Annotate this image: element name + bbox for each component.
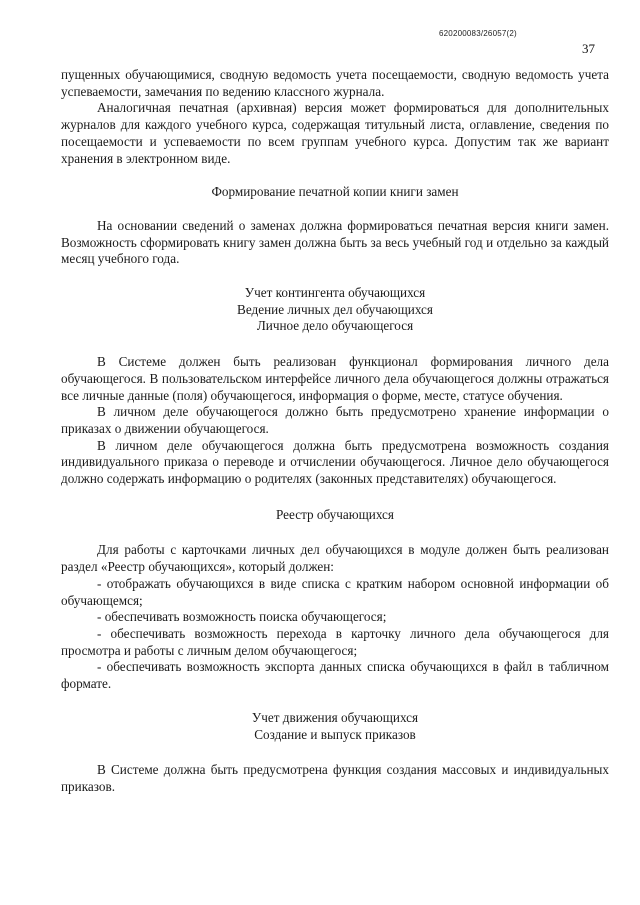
heading-orders: Создание и выпуск приказов: [254, 726, 416, 742]
paragraph-orders-function: В Системе должна быть предусмотрена функция создания массовых и индивидуальных приказов.: [61, 762, 609, 794]
heading-personal-file: Личное дело обучающегося: [256, 318, 414, 334]
list-item: - обеспечивать возможность перехода в карточку личного дела обучающегося для просмотра и работы с личным делом обучающегося;: [61, 625, 609, 658]
paragraph-individual-order: В личном деле обучающегося должна быть предусмотрена возможность создания индивидуального приказа о переводе и отчислении обучающегося. Личное дело обучающегося должно содержать информацию о родителях (законных представителях) обучающегося.: [61, 437, 609, 487]
heading-student-movement: Учет движения обучающихся: [251, 709, 419, 725]
heading-print-substitutions: Формирование печатной копии книги замен: [211, 184, 459, 200]
paragraph-personal-file-function: В Системе должен быть реализован функционал формирования личного дела обучающегося. В пользовательском интерфейсе личного дела обучающегося должны отражаться все личные данные (поля) обучающегося, информация о форме, месте, статусе обучения.: [61, 354, 609, 403]
document-body: [61, 67, 609, 796]
heading-contingent: Учет контингента обучающихся: [244, 285, 426, 301]
list-item: - отображать обучающихся в виде списка с кратким набором основной информации об обучающемся;: [61, 575, 609, 608]
paragraph-orders-storage: В личном деле обучающегося должно быть предусмотрено хранение информации о приказах о движении обучающегося.: [61, 404, 609, 436]
paragraph-archive-version: Аналогичная печатная (архивная) версия может формироваться для дополнительных журналов для каждого учебного курса, содержащая титульный листа, оглавление, сведения по посещаемости и успеваемости по всем группам учебного курса. Допустим так же вариант хранения в электронном виде.: [61, 100, 609, 166]
paragraph-substitution-book: На основании сведений о заменах должна формироваться печатная версия книги замен. Возможность сформировать книгу замен должна быть за весь учебный год и отдельно за каждый месяц учебного года.: [61, 217, 609, 267]
heading-group-movement: [61, 710, 609, 743]
list-item: - обеспечивать возможность экспорта данных списка обучающихся в файл в табличном формате.: [61, 659, 609, 692]
paragraph-registry-intro: Для работы с карточками личных дел обучающихся в модуле должен быть реализован раздел «Реестр обучающихся», который должен:: [61, 542, 609, 575]
list-item: - обеспечивать возможность поиска обучающегося;: [97, 609, 387, 625]
heading-group-contingent: [61, 285, 609, 335]
document-code: 620200083/26057(2): [439, 29, 517, 38]
page-number: 37: [582, 41, 595, 56]
paragraph-continuation: пущенных обучающимися, сводную ведомость учета посещаемости, сводную ведомость учета успеваемости, замечания по ведению классного журнала.: [61, 67, 609, 99]
heading-student-registry: Реестр обучающихся: [276, 506, 394, 522]
heading-personal-files: Ведение личных дел обучающихся: [237, 301, 433, 317]
